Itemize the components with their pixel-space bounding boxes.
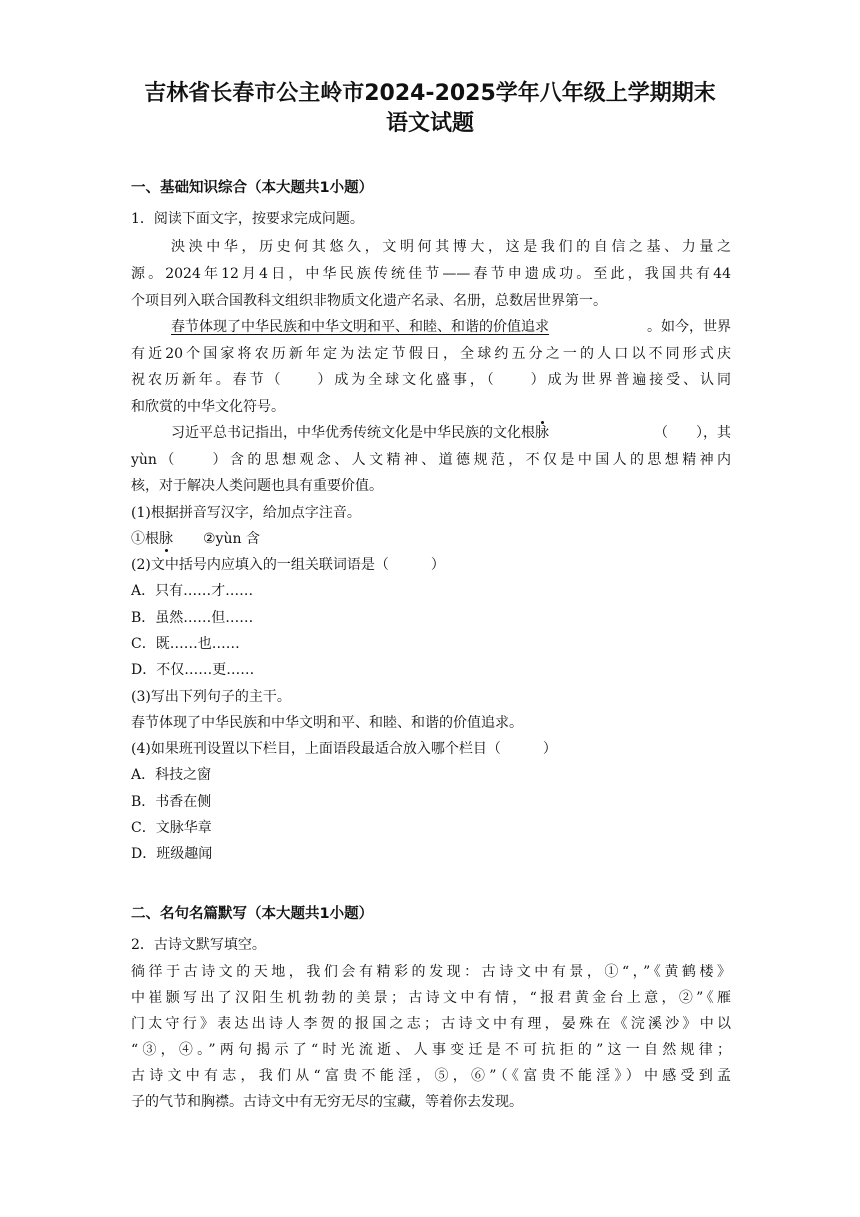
poetry-line-5: 古诗文中有志，我们从“富贵不能淫，⑤，⑥”（《富贵不能淫》）中感受到孟 xyxy=(131,1068,731,1084)
section1-heading: 一、基础知识综合（本大题共1小题） xyxy=(131,180,374,196)
passage-p3-line1 xyxy=(171,422,731,442)
dotted-char-mai: 脉 xyxy=(535,425,549,441)
passage-p3-line1-a: 习近平总书记指出，中华优秀传统文化是中华民族的文化根 xyxy=(171,425,535,441)
poetry-line-4: “③，④。”两句揭示了“时光流逝、人事变迁是不可抗拒的”这一自然规律； xyxy=(131,1042,731,1058)
dotted-char-mai-2: 脉 xyxy=(159,531,173,547)
exam-title-line1: 吉林省长春市公主岭市2024-2025学年八年级上学期期末 xyxy=(144,81,716,106)
passage-p3-line2: yùn（ ）含的思想观念、人文精神、道德规范，不仅是中国人的思想精神内 xyxy=(131,452,731,468)
passage-p3-line1-b: （ ），其 xyxy=(654,425,731,441)
sub2-option-a: A．只有……才…… xyxy=(131,583,254,599)
sub4-option-c: C．文脉华章 xyxy=(131,820,212,836)
sub2-option-d: D．不仅……更…… xyxy=(131,662,255,678)
poetry-line-3: 门太守行》表达出诗人李贺的报国之志；古诗文中有理，晏殊在《浣溪沙》中以 xyxy=(131,1016,731,1032)
sub2-option-c: C．既……也…… xyxy=(131,636,240,652)
sub4-prompt: (4)如果班刊设置以下栏目，上面语段最适合放入哪个栏目（ ） xyxy=(131,741,557,757)
sub3-prompt: (3)写出下列句子的主干。 xyxy=(131,689,291,705)
passage-p1-line2: 源。2024年12月4日，中华民族传统佳节——春节申遗成功。至此，我国共有44 xyxy=(131,266,731,282)
poetry-line-1: 徜徉于古诗文的天地，我们会有精彩的发现：古诗文中有景，①“，”《黄鹤楼》 xyxy=(131,964,731,980)
sub3-sentence: 春节体现了中华民族和中华文明和平、和睦、和谐的价值追求。 xyxy=(131,715,523,731)
sub1-items xyxy=(131,528,260,548)
sub1-item2: ②yùn 含 xyxy=(203,531,260,547)
poetry-line-2: 中崔颢写出了汉阳生机勃勃的美景；古诗文中有情，“报君黄金台上意，②”《雁 xyxy=(131,990,731,1006)
passage-p1-line3: 个项目列入联合国教科文组织非物质文化遗产名录、名册，总数居世界第一。 xyxy=(131,293,607,309)
passage-p1-line1: 泱泱中华，历史何其悠久，文明何其博大，这是我们的自信之基、力量之 xyxy=(171,239,731,255)
sub4-option-d: D．班级趣闻 xyxy=(131,846,213,862)
passage-p2-line3: 祝农历新年。春节（ ）成为全球文化盛事，（ ）成为世界普遍接受、认同 xyxy=(131,372,731,388)
sub4-option-a: A．科技之窗 xyxy=(131,767,212,783)
exam-title-line2: 语文试题 xyxy=(385,111,474,136)
passage-p2-line2: 有近20个国家将农历新年定为法定节假日，全球约五分之一的人口以不同形式庆 xyxy=(131,346,731,362)
sub2-option-b: B．虽然……但…… xyxy=(131,610,254,626)
sub1-prompt: (1)根据拼音写汉字，给加点字注音。 xyxy=(131,505,361,521)
section2-heading: 二、名句名篇默写（本大题共1小题） xyxy=(131,906,374,922)
question1-intro: 1．阅读下面文字，按要求完成问题。 xyxy=(131,211,364,227)
passage-p2-line1 xyxy=(171,316,731,336)
passage-p2-line1-rest: 。如今，世界 xyxy=(647,319,731,335)
underlined-sentence: 春节体现了中华民族和中华文明和平、和睦、和谐的价值追求 xyxy=(171,319,549,335)
sub4-option-b: B．书香在侧 xyxy=(131,794,212,810)
poetry-line-6: 子的气节和胸襟。古诗文中有无穷无尽的宝藏，等着你去发现。 xyxy=(131,1094,523,1110)
passage-p3-line3: 核，对于解决人类问题也具有重要价值。 xyxy=(131,478,383,494)
passage-p2-line4: 和欣赏的中华文化符号。 xyxy=(131,399,285,415)
question2-intro: 2．古诗文默写填空。 xyxy=(131,937,266,953)
sub2-prompt: (2)文中括号内应填入的一组关联词语是（ ） xyxy=(131,557,445,573)
sub1-item1: ①根脉 xyxy=(131,531,173,547)
